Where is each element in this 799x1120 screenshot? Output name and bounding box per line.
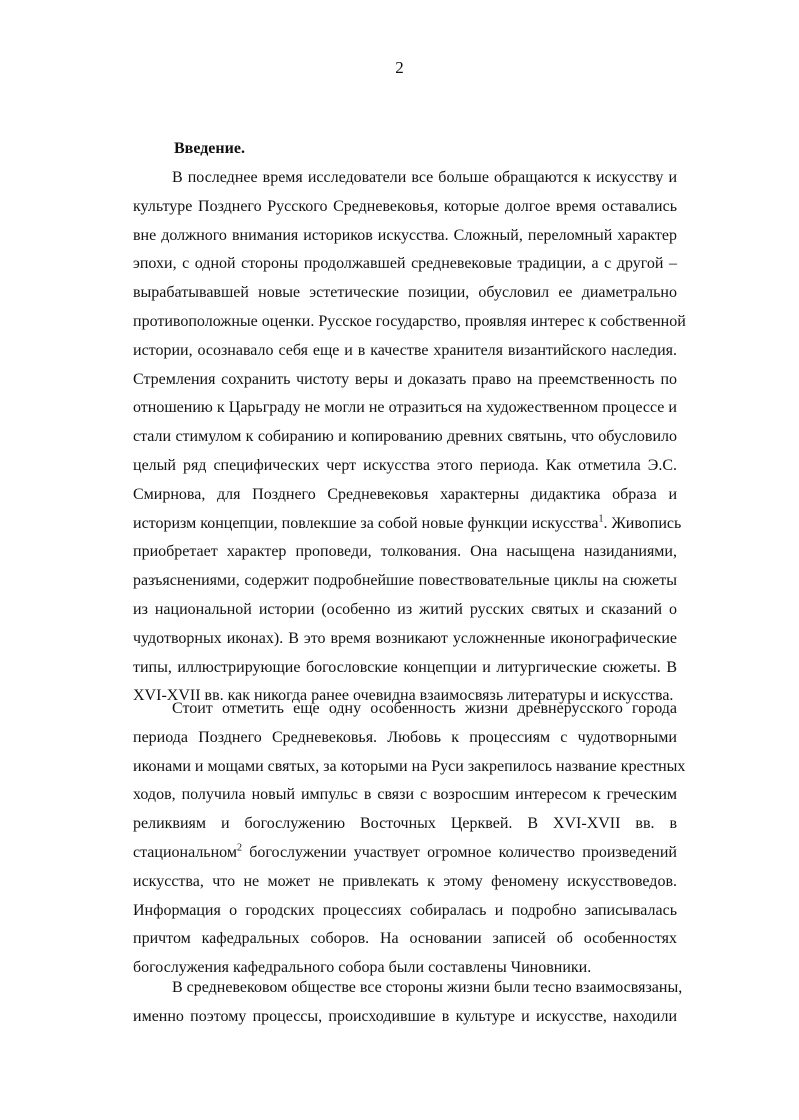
text-line <box>133 510 682 539</box>
text-segment: богослужении участвует огромное количество произведений <box>241 843 677 861</box>
text-line: вырабатывавшей новые эстетические позиции, обусловил ее диаметрально <box>133 284 677 302</box>
text-line: эпохи, с одной стороны продолжавшей средневековые традиции, а с другой – <box>133 255 677 273</box>
text-line: приобретает характер проповеди, толкования. Она насыщена назиданиями, <box>133 543 677 561</box>
text-line: Смирнова, для Позднего Средневековья характерны дидактика образа и <box>133 485 677 503</box>
text-line: из национальной истории (особенно из житий русских святых и сказаний о <box>133 600 677 618</box>
text-segment: стациональном <box>133 843 237 861</box>
text-line: ходов, получила новый импульс в связи с возросшим интересом к греческим <box>133 786 677 804</box>
text-line: Стоит отметить еще одну особенность жизни древнерусского города <box>172 700 677 717</box>
section-heading: Введение. <box>174 140 245 157</box>
text-line: разъяснениями, содержит подробнейшие повествовательные циклы на сюжеты <box>133 572 677 590</box>
text-line: причтом кафедральных соборов. На основании записей об особенностях <box>133 930 677 948</box>
text-line: XVI-XVII вв. как никогда ранее очевидна взаимосвязь литературы и искусства. <box>133 687 674 705</box>
text-line: реликвиям и богослужению Восточных Церквей. В XVI-XVII вв. в <box>133 815 677 833</box>
text-line: истории, осознавало себя еще и в качестве хранителя византийского наследия. <box>133 341 677 359</box>
text-segment: историзм концепции, повлекшие за собой новые функции искусства <box>133 514 599 532</box>
text-line: вне должного внимания историков искусства. Сложный, переломный характер <box>133 226 677 244</box>
footnote-reference: 1 <box>598 513 604 525</box>
footnote-reference: 2 <box>236 842 242 854</box>
paragraph-3 <box>133 974 683 1032</box>
text-line: искусства, что не может не привлекать к этому феномену искусствоведов. <box>133 872 677 890</box>
text-line: иконами и мощами святых, за которыми на Руси закрепилось название крестных <box>133 757 686 775</box>
text-line: В средневековом обществе все стороны жизни были тесно взаимосвязаны, <box>172 979 683 996</box>
text-line: периода Позднего Средневековья. Любовь к процессиям с чудотворными <box>133 728 677 746</box>
text-line: Информация о городских процессиях собиралась и подробно записывалась <box>133 901 677 919</box>
text-line: стали стимулом к собиранию и копированию древних святынь, что обусловило <box>133 428 677 446</box>
page-number: 2 <box>395 58 404 77</box>
text-line <box>133 839 677 868</box>
text-line: Стремления сохранить чистоту веры и доказать право на преемственность по <box>133 370 677 388</box>
text-line: целый ряд специфических черт искусства этого периода. Как отметила Э.С. <box>133 456 677 474</box>
paragraph-2 <box>133 695 686 983</box>
paragraph-1 <box>133 164 686 711</box>
text-line: именно поэтому процессы, происходившие в культуре и искусстве, находили <box>133 1007 677 1025</box>
text-line: отношению к Царьграду не могли не отразиться на художественном процессе и <box>133 399 677 417</box>
text-line: типы, иллюстрирующие богословские концепции и литургические сюжеты. В <box>133 658 677 676</box>
text-segment: . Живопись <box>603 514 682 532</box>
text-line: противоположные оценки. Русское государство, проявляя интерес к собственной <box>133 312 686 330</box>
text-line: чудотворных иконах). В это время возникают усложненные иконографические <box>133 629 677 647</box>
text-line: В последнее время исследователи все больше обращаются к искусству и <box>172 169 677 186</box>
text-line: богослужения кафедрального собора были составлены Чиновники. <box>133 959 592 977</box>
text-line: культуре Позднего Русского Средневековья, которые долгое время оставались <box>133 197 677 215</box>
